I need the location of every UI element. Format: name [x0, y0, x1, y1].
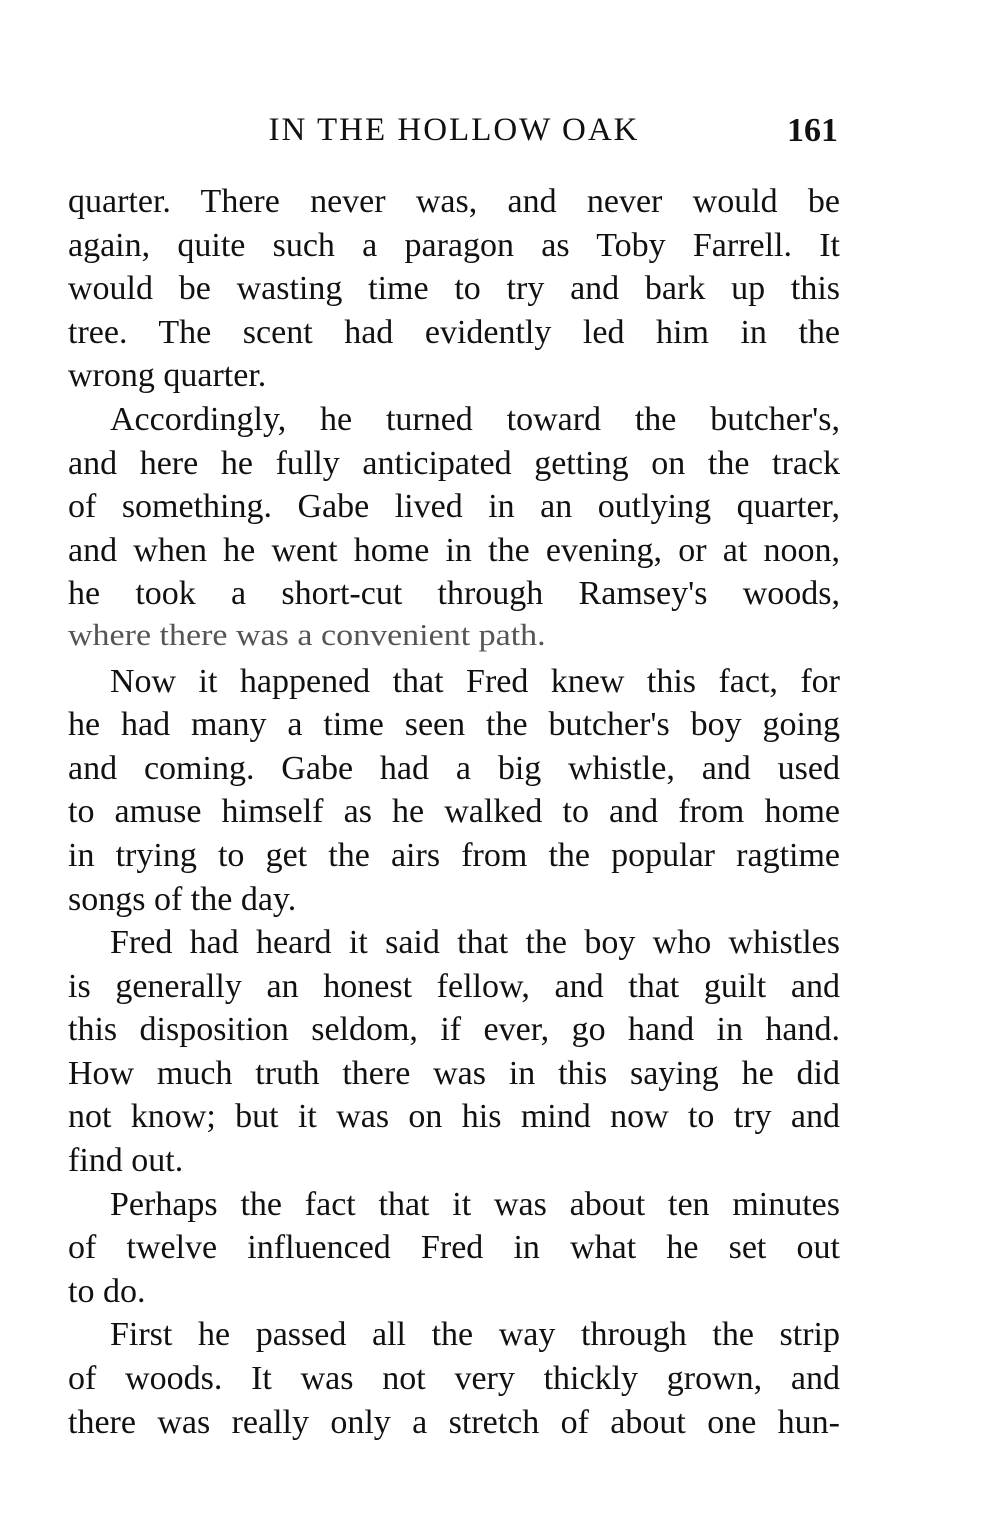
- text-line: would be wasting time to try and bark up this: [68, 270, 840, 308]
- text-line: of twelve influenced Fred in what he set out: [68, 1229, 840, 1267]
- text-line: wrong quarter.: [68, 357, 267, 395]
- text-line: and when he went home in the evening, or at noon,: [68, 531, 840, 569]
- running-title: IN THE HOLLOW OAK: [268, 112, 640, 148]
- running-head: [68, 112, 840, 160]
- text-line: quarter. There never was, and never would be: [68, 183, 840, 220]
- text-line: of something. Gabe lived in an outlying quarter,: [68, 488, 840, 526]
- text-line: there was really only a stretch of about one hun-: [68, 1403, 840, 1441]
- body-text: [68, 180, 840, 1444]
- text-line: is generally an honest fellow, and that guilt and: [68, 967, 840, 1005]
- text-line: in trying to get the airs from the popular ragtime: [68, 836, 840, 874]
- text-line: First he passed all the way through the strip: [110, 1316, 840, 1354]
- text-line: Accordingly, he turned toward the butcher's,: [110, 400, 840, 438]
- text-line: again, quite such a paragon as Toby Farrell. It: [68, 226, 840, 264]
- text-line: he took a short-cut through Ramsey's woods,: [68, 575, 840, 613]
- text-line: Fred had heard it said that the boy who whistles: [110, 924, 840, 962]
- text-line: of woods. It was not very thickly grown, and: [68, 1360, 840, 1398]
- text-line: and coming. Gabe had a big whistle, and used: [68, 749, 840, 787]
- text-line: How much truth there was in this saying he did: [68, 1054, 840, 1092]
- text-line: tree. The scent had evidently led him in the: [68, 313, 840, 351]
- text-line: and here he fully anticipated getting on the track: [68, 444, 840, 482]
- text-line: where there was a convenient path.: [68, 618, 546, 652]
- text-line: to amuse himself as he walked to and from home: [68, 793, 840, 831]
- text-line: Perhaps the fact that it was about ten minutes: [110, 1185, 840, 1223]
- text-line: songs of the day.: [68, 880, 297, 918]
- text-line: not know; but it was on his mind now to try and: [68, 1098, 840, 1136]
- text-line: he had many a time seen the butcher's boy going: [68, 706, 840, 744]
- text-line: to do.: [68, 1272, 146, 1310]
- text-line: find out.: [68, 1142, 184, 1180]
- text-line: Now it happened that Fred knew this fact, for: [110, 662, 840, 700]
- page-number: 161: [787, 112, 838, 149]
- text-line: this disposition seldom, if ever, go hand in hand.: [68, 1011, 840, 1049]
